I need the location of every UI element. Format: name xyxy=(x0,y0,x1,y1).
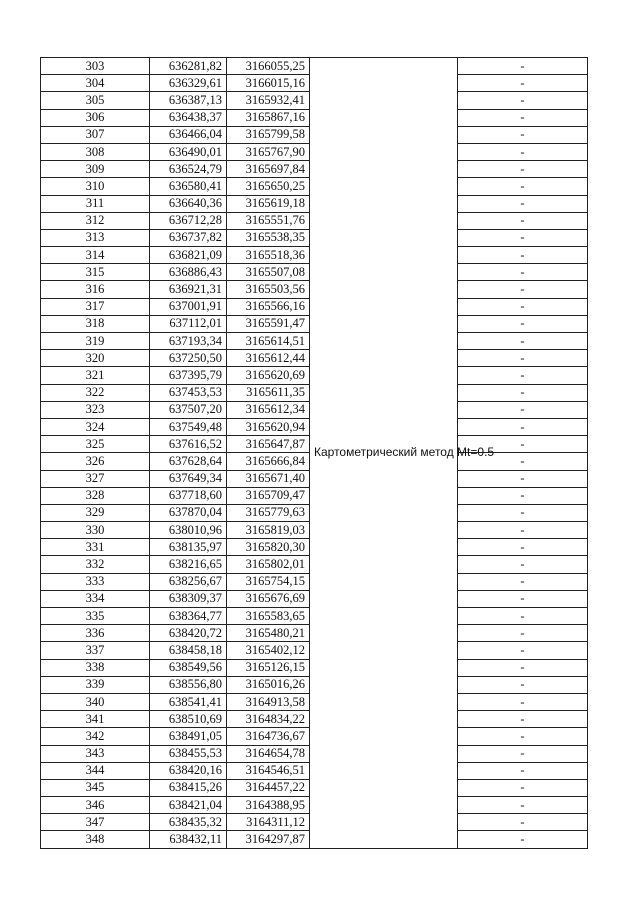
y-coordinate-cell: 3165126,15 xyxy=(227,659,310,676)
accuracy-cell: - xyxy=(458,625,588,642)
accuracy-cell: - xyxy=(458,418,588,435)
y-coordinate-cell: 3165507,08 xyxy=(227,264,310,281)
point-number-cell: 322 xyxy=(41,384,150,401)
point-number-cell: 337 xyxy=(41,642,150,659)
point-number-cell: 324 xyxy=(41,418,150,435)
point-number-cell: 347 xyxy=(41,814,150,831)
y-coordinate-cell: 3165819,03 xyxy=(227,522,310,539)
accuracy-cell: - xyxy=(458,642,588,659)
point-number-cell: 345 xyxy=(41,779,150,796)
y-coordinate-cell: 3166015,16 xyxy=(227,75,310,92)
point-number-cell: 323 xyxy=(41,401,150,418)
point-number-cell: 318 xyxy=(41,315,150,332)
y-coordinate-cell: 3165779,63 xyxy=(227,504,310,521)
point-number-cell: 308 xyxy=(41,143,150,160)
y-coordinate-cell: 3165612,44 xyxy=(227,350,310,367)
y-coordinate-cell: 3165676,69 xyxy=(227,590,310,607)
x-coordinate-cell: 638420,72 xyxy=(150,625,227,642)
point-number-cell: 348 xyxy=(41,831,150,848)
point-number-cell: 332 xyxy=(41,556,150,573)
y-coordinate-cell: 3165799,58 xyxy=(227,126,310,143)
y-coordinate-cell: 3165538,35 xyxy=(227,229,310,246)
x-coordinate-cell: 637112,01 xyxy=(150,315,227,332)
y-coordinate-cell: 3165647,87 xyxy=(227,436,310,453)
point-number-cell: 305 xyxy=(41,92,150,109)
y-coordinate-cell: 3165671,40 xyxy=(227,470,310,487)
y-coordinate-cell: 3165802,01 xyxy=(227,556,310,573)
point-number-cell: 303 xyxy=(41,58,150,75)
accuracy-cell: - xyxy=(458,470,588,487)
accuracy-cell: - xyxy=(458,745,588,762)
point-number-cell: 339 xyxy=(41,676,150,693)
accuracy-cell: - xyxy=(458,728,588,745)
y-coordinate-cell: 3164913,58 xyxy=(227,693,310,710)
y-coordinate-cell: 3164311,12 xyxy=(227,814,310,831)
x-coordinate-cell: 636821,09 xyxy=(150,247,227,264)
x-coordinate-cell: 637718,60 xyxy=(150,487,227,504)
accuracy-cell: - xyxy=(458,762,588,779)
point-number-cell: 317 xyxy=(41,298,150,315)
accuracy-cell: - xyxy=(458,590,588,607)
accuracy-cell: - xyxy=(458,333,588,350)
x-coordinate-cell: 636737,82 xyxy=(150,229,227,246)
y-coordinate-cell: 3165480,21 xyxy=(227,625,310,642)
accuracy-cell: - xyxy=(458,178,588,195)
accuracy-cell: - xyxy=(458,539,588,556)
accuracy-cell: - xyxy=(458,281,588,298)
point-number-cell: 328 xyxy=(41,487,150,504)
accuracy-cell: - xyxy=(458,143,588,160)
y-coordinate-cell: 3164297,87 xyxy=(227,831,310,848)
y-coordinate-cell: 3164457,22 xyxy=(227,779,310,796)
accuracy-cell: - xyxy=(458,315,588,332)
accuracy-cell: - xyxy=(458,298,588,315)
point-number-cell: 307 xyxy=(41,126,150,143)
point-number-cell: 315 xyxy=(41,264,150,281)
x-coordinate-cell: 638256,67 xyxy=(150,573,227,590)
x-coordinate-cell: 638432,11 xyxy=(150,831,227,848)
accuracy-cell: - xyxy=(458,75,588,92)
accuracy-cell: - xyxy=(458,58,588,75)
x-coordinate-cell: 638549,56 xyxy=(150,659,227,676)
y-coordinate-cell: 3165503,56 xyxy=(227,281,310,298)
accuracy-cell: - xyxy=(458,229,588,246)
y-coordinate-cell: 3165709,47 xyxy=(227,487,310,504)
x-coordinate-cell: 638541,41 xyxy=(150,693,227,710)
point-number-cell: 306 xyxy=(41,109,150,126)
y-coordinate-cell: 3165767,90 xyxy=(227,143,310,160)
y-coordinate-cell: 3165591,47 xyxy=(227,315,310,332)
x-coordinate-cell: 636329,61 xyxy=(150,75,227,92)
x-coordinate-cell: 637250,50 xyxy=(150,350,227,367)
y-coordinate-cell: 3164546,51 xyxy=(227,762,310,779)
point-number-cell: 330 xyxy=(41,522,150,539)
y-coordinate-cell: 3165518,36 xyxy=(227,247,310,264)
point-number-cell: 329 xyxy=(41,504,150,521)
point-number-cell: 344 xyxy=(41,762,150,779)
point-number-cell: 326 xyxy=(41,453,150,470)
accuracy-cell: - xyxy=(458,779,588,796)
accuracy-cell: - xyxy=(458,573,588,590)
point-number-cell: 311 xyxy=(41,195,150,212)
point-number-cell: 327 xyxy=(41,470,150,487)
table-row xyxy=(41,58,588,75)
x-coordinate-cell: 638491,05 xyxy=(150,728,227,745)
point-number-cell: 334 xyxy=(41,590,150,607)
y-coordinate-cell: 3164736,67 xyxy=(227,728,310,745)
x-coordinate-cell: 638510,69 xyxy=(150,711,227,728)
y-coordinate-cell: 3165620,69 xyxy=(227,367,310,384)
y-coordinate-cell: 3165614,51 xyxy=(227,333,310,350)
accuracy-cell: - xyxy=(458,126,588,143)
point-number-cell: 313 xyxy=(41,229,150,246)
point-number-cell: 335 xyxy=(41,608,150,625)
x-coordinate-cell: 638415,26 xyxy=(150,779,227,796)
y-coordinate-cell: 3165820,30 xyxy=(227,539,310,556)
x-coordinate-cell: 636886,43 xyxy=(150,264,227,281)
y-coordinate-cell: 3166055,25 xyxy=(227,58,310,75)
method-cell: Картометрический метод Mt=0.5 xyxy=(310,58,458,849)
y-coordinate-cell: 3165016,26 xyxy=(227,676,310,693)
y-coordinate-cell: 3165402,12 xyxy=(227,642,310,659)
x-coordinate-cell: 637549,48 xyxy=(150,418,227,435)
point-number-cell: 304 xyxy=(41,75,150,92)
accuracy-cell: - xyxy=(458,453,588,470)
y-coordinate-cell: 3165932,41 xyxy=(227,92,310,109)
x-coordinate-cell: 637628,64 xyxy=(150,453,227,470)
x-coordinate-cell: 638420,16 xyxy=(150,762,227,779)
x-coordinate-cell: 638455,53 xyxy=(150,745,227,762)
x-coordinate-cell: 636281,82 xyxy=(150,58,227,75)
x-coordinate-cell: 638216,65 xyxy=(150,556,227,573)
x-coordinate-cell: 637001,91 xyxy=(150,298,227,315)
accuracy-cell: - xyxy=(458,556,588,573)
y-coordinate-cell: 3165697,84 xyxy=(227,161,310,178)
x-coordinate-cell: 637453,53 xyxy=(150,384,227,401)
point-number-cell: 320 xyxy=(41,350,150,367)
x-coordinate-cell: 638435,32 xyxy=(150,814,227,831)
accuracy-cell: - xyxy=(458,487,588,504)
x-coordinate-cell: 637870,04 xyxy=(150,504,227,521)
point-number-cell: 338 xyxy=(41,659,150,676)
accuracy-cell: - xyxy=(458,401,588,418)
y-coordinate-cell: 3164834,22 xyxy=(227,711,310,728)
accuracy-cell: - xyxy=(458,693,588,710)
accuracy-cell: - xyxy=(458,797,588,814)
x-coordinate-cell: 637395,79 xyxy=(150,367,227,384)
x-coordinate-cell: 636640,36 xyxy=(150,195,227,212)
x-coordinate-cell: 638135,97 xyxy=(150,539,227,556)
accuracy-cell: - xyxy=(458,659,588,676)
point-number-cell: 314 xyxy=(41,247,150,264)
y-coordinate-cell: 3165611,35 xyxy=(227,384,310,401)
accuracy-cell: - xyxy=(458,367,588,384)
point-number-cell: 341 xyxy=(41,711,150,728)
y-coordinate-cell: 3165566,16 xyxy=(227,298,310,315)
point-number-cell: 312 xyxy=(41,212,150,229)
x-coordinate-cell: 636387,13 xyxy=(150,92,227,109)
x-coordinate-cell: 638458,18 xyxy=(150,642,227,659)
x-coordinate-cell: 637649,34 xyxy=(150,470,227,487)
coordinates-table-body xyxy=(41,58,588,849)
y-coordinate-cell: 3165551,76 xyxy=(227,212,310,229)
point-number-cell: 309 xyxy=(41,161,150,178)
accuracy-cell: - xyxy=(458,195,588,212)
x-coordinate-cell: 636438,37 xyxy=(150,109,227,126)
x-coordinate-cell: 638010,96 xyxy=(150,522,227,539)
x-coordinate-cell: 638309,37 xyxy=(150,590,227,607)
x-coordinate-cell: 637507,20 xyxy=(150,401,227,418)
y-coordinate-cell: 3164654,78 xyxy=(227,745,310,762)
point-number-cell: 310 xyxy=(41,178,150,195)
x-coordinate-cell: 636712,28 xyxy=(150,212,227,229)
x-coordinate-cell: 638421,04 xyxy=(150,797,227,814)
point-number-cell: 340 xyxy=(41,693,150,710)
point-number-cell: 325 xyxy=(41,436,150,453)
accuracy-cell: - xyxy=(458,831,588,848)
x-coordinate-cell: 636921,31 xyxy=(150,281,227,298)
accuracy-cell: - xyxy=(458,92,588,109)
x-coordinate-cell: 637193,34 xyxy=(150,333,227,350)
y-coordinate-cell: 3165612,34 xyxy=(227,401,310,418)
point-number-cell: 321 xyxy=(41,367,150,384)
y-coordinate-cell: 3165867,16 xyxy=(227,109,310,126)
accuracy-cell: - xyxy=(458,350,588,367)
coordinates-table xyxy=(40,57,588,849)
y-coordinate-cell: 3165619,18 xyxy=(227,195,310,212)
point-number-cell: 336 xyxy=(41,625,150,642)
y-coordinate-cell: 3164388,95 xyxy=(227,797,310,814)
accuracy-cell: - xyxy=(458,109,588,126)
x-coordinate-cell: 637616,52 xyxy=(150,436,227,453)
y-coordinate-cell: 3165583,65 xyxy=(227,608,310,625)
y-coordinate-cell: 3165650,25 xyxy=(227,178,310,195)
accuracy-cell: - xyxy=(458,436,588,453)
accuracy-cell: - xyxy=(458,212,588,229)
point-number-cell: 342 xyxy=(41,728,150,745)
accuracy-cell: - xyxy=(458,504,588,521)
x-coordinate-cell: 636524,79 xyxy=(150,161,227,178)
accuracy-cell: - xyxy=(458,384,588,401)
accuracy-cell: - xyxy=(458,247,588,264)
point-number-cell: 343 xyxy=(41,745,150,762)
x-coordinate-cell: 636466,04 xyxy=(150,126,227,143)
point-number-cell: 316 xyxy=(41,281,150,298)
accuracy-cell: - xyxy=(458,264,588,281)
accuracy-cell: - xyxy=(458,814,588,831)
x-coordinate-cell: 636580,41 xyxy=(150,178,227,195)
point-number-cell: 331 xyxy=(41,539,150,556)
x-coordinate-cell: 636490,01 xyxy=(150,143,227,160)
y-coordinate-cell: 3165620,94 xyxy=(227,418,310,435)
accuracy-cell: - xyxy=(458,161,588,178)
y-coordinate-cell: 3165754,15 xyxy=(227,573,310,590)
x-coordinate-cell: 638556,80 xyxy=(150,676,227,693)
accuracy-cell: - xyxy=(458,608,588,625)
point-number-cell: 333 xyxy=(41,573,150,590)
y-coordinate-cell: 3165666,84 xyxy=(227,453,310,470)
x-coordinate-cell: 638364,77 xyxy=(150,608,227,625)
point-number-cell: 346 xyxy=(41,797,150,814)
accuracy-cell: - xyxy=(458,711,588,728)
accuracy-cell: - xyxy=(458,676,588,693)
accuracy-cell: - xyxy=(458,522,588,539)
point-number-cell: 319 xyxy=(41,333,150,350)
